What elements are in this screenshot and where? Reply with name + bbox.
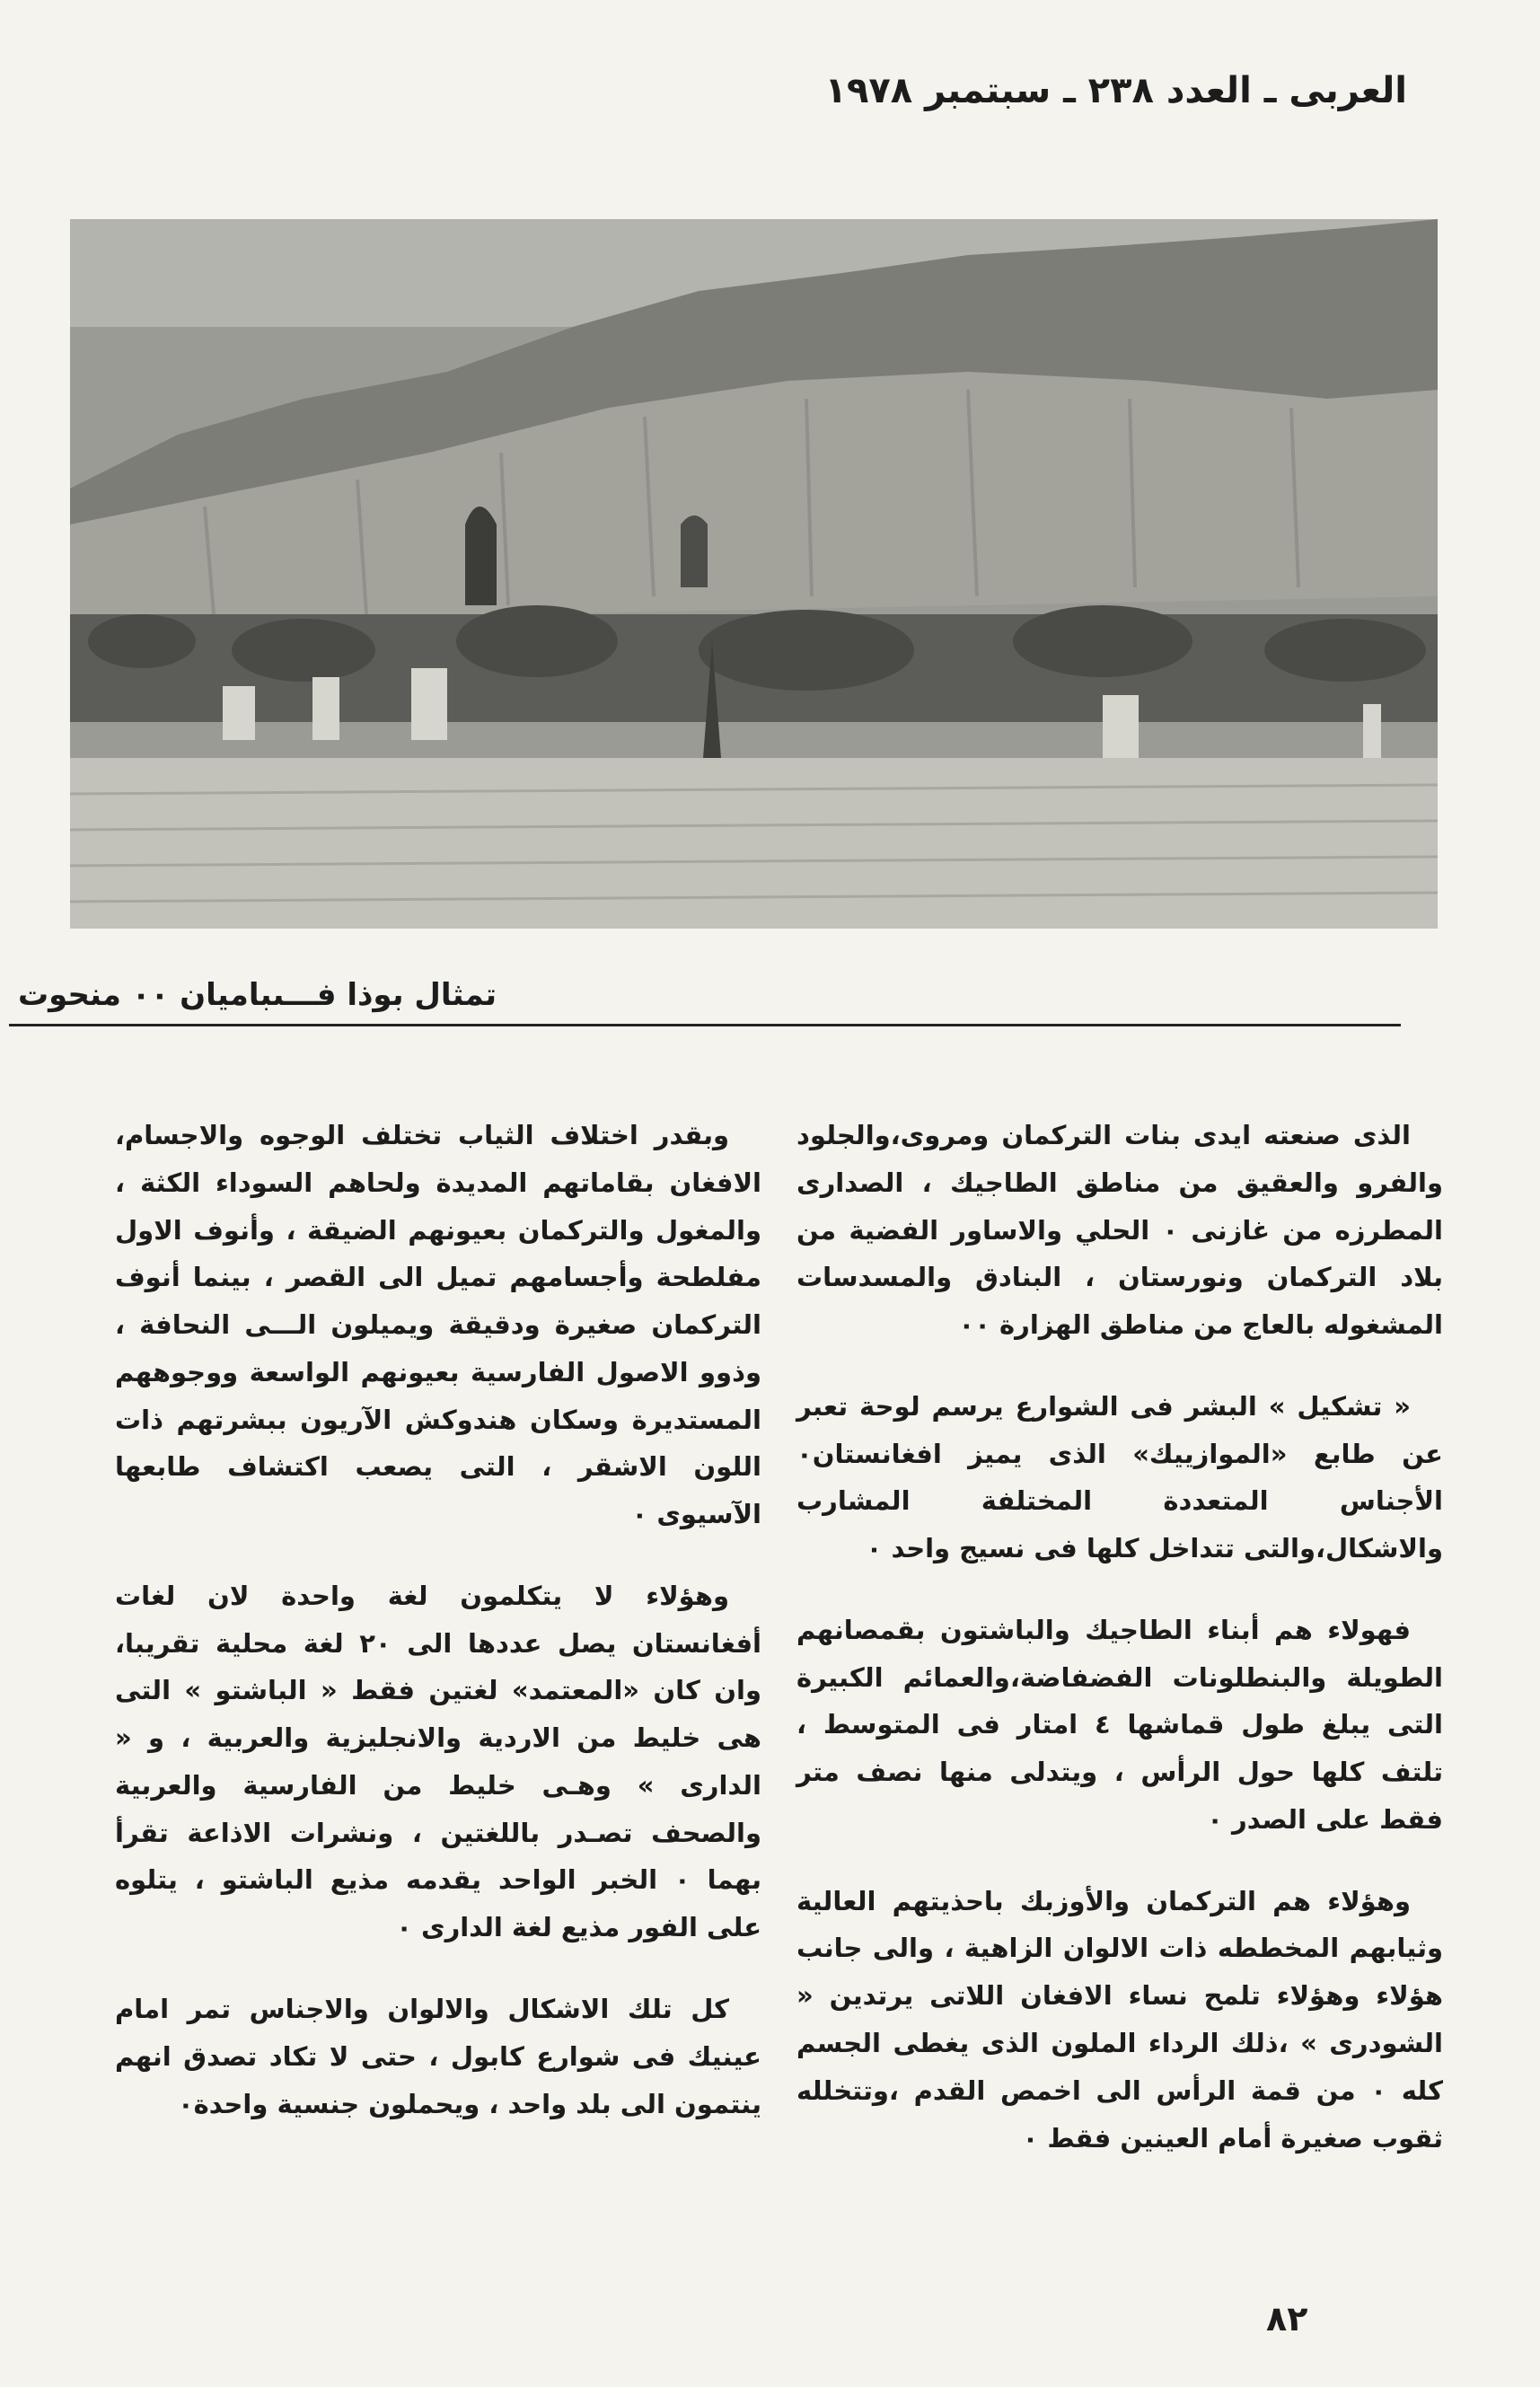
paragraph: « تشكيل » البشر فى الشوارع يرسم لوحة تعبر عن طابع «الموازييك» الذى يميز افغانستان٠ الأجناس المتعددة المختلفة المشارب والاشكال،والتى تتداخل كلها فى نسيج واحد ٠ bbox=[796, 1390, 1443, 1564]
text-column-right bbox=[796, 1112, 1443, 2196]
bamiyan-buddha-photo bbox=[70, 219, 1438, 929]
running-header: العربى ـ العدد ٢٣٨ ـ سبتمبر ١٩٧٨ bbox=[824, 70, 1407, 111]
photo-caption: تمثال بوذا فـــىباميان ٠٠ منحوت bbox=[18, 977, 497, 1013]
paragraph: وهؤلاء لا يتكلمون لغة واحدة لان لغات أفغانستان يصل عددها الى ٢٠ لغة محلية تقريبا، وان كان «المعتمد» لغتين فقط « الباشتو » التى هى خليط من الاردية والانجليزية والعربية ، و « الدارى » وهـى خليط من الفارسية والعربية والصحف تصـدر باللغتين ، ونشرات الاذاعة تقرأ بهما ٠ الخبر الواحد يقدمه مذيع الباشتو ، يتلوه على الفور مذيع لغة الدارى ٠ bbox=[115, 1580, 761, 1943]
paragraph: الذى صنعته ايدى بنات التركمان ومروى،والجلود والفرو والعقيق من مناطق الطاجيك ، الصدارى المطرزه من غازنى ٠ الحلي والاساور الفضية من بلاد التركمان ونورستان ، البنادق والمسدسات المشغوله بالعاج من مناطق الهزارة ٠٠ bbox=[796, 1120, 1443, 1341]
paragraph: وبقدر اختلاف الثياب تختلف الوجوه والاجسام، الافغان بقاماتهم المديدة ولحاهم السوداء الكثة ، والمغول والتركمان بعيونهم الضيقة ، وأنوف الاول مفلطحة وأجسامهم تميل الى القصر ، بينما أنوف التركمان صغيرة ودقيقة ويميلون الـــى النحافة ، وذوو الاصول الفارسية بعيونهم الواسعة ووجوههم المستديرة وسكان هندوكش الآريون ببشرتهم ذات اللون الاشقر ، التى يصعب اكتشاف طابعها الآسيوى ٠ bbox=[115, 1120, 761, 1530]
photo-illustration bbox=[70, 219, 1438, 929]
paragraph: وهؤلاء هم التركمان والأوزبك باحذيتهم العالية وثيابهم المخططه ذات الالوان الزاهية ، والى جانب هؤلاء وهؤلاء تلمح نساء الافغان اللاتى يرتدين « الشودرى » ،ذلك الرداء الملون الذى يغطى الجسم كله ٠ من قمة الرأس الى اخمص القدم ،وتتخلله ثقوب صغيرة أمام العينين فقط ٠ bbox=[796, 1885, 1444, 2154]
paragraph: كل تلك الاشكال والالوان والاجناس تمر امام عينيك فى شوارع كابول ، حتى لا تكاد تصدق انهم ينتمون الى بلد واحد ، ويحملون جنسية واحدة٠ bbox=[115, 1994, 761, 2119]
text-column-left bbox=[115, 1112, 761, 2162]
caption-divider bbox=[9, 1024, 1401, 1026]
page-number: ٨٢ bbox=[1266, 2299, 1308, 2339]
paragraph: فهولاء هم أبناء الطاجيك والباشتون بقمصانهم الطويلة والبنطلونات الفضفاضة،والعمائم الكبيرة التى يبلغ طول قماشها ٤ امتار فى المتوسط ، تلتف كلها حول الرأس ، ويتدلى منها نصف متر فقط على الصدر ٠ bbox=[796, 1614, 1443, 1835]
